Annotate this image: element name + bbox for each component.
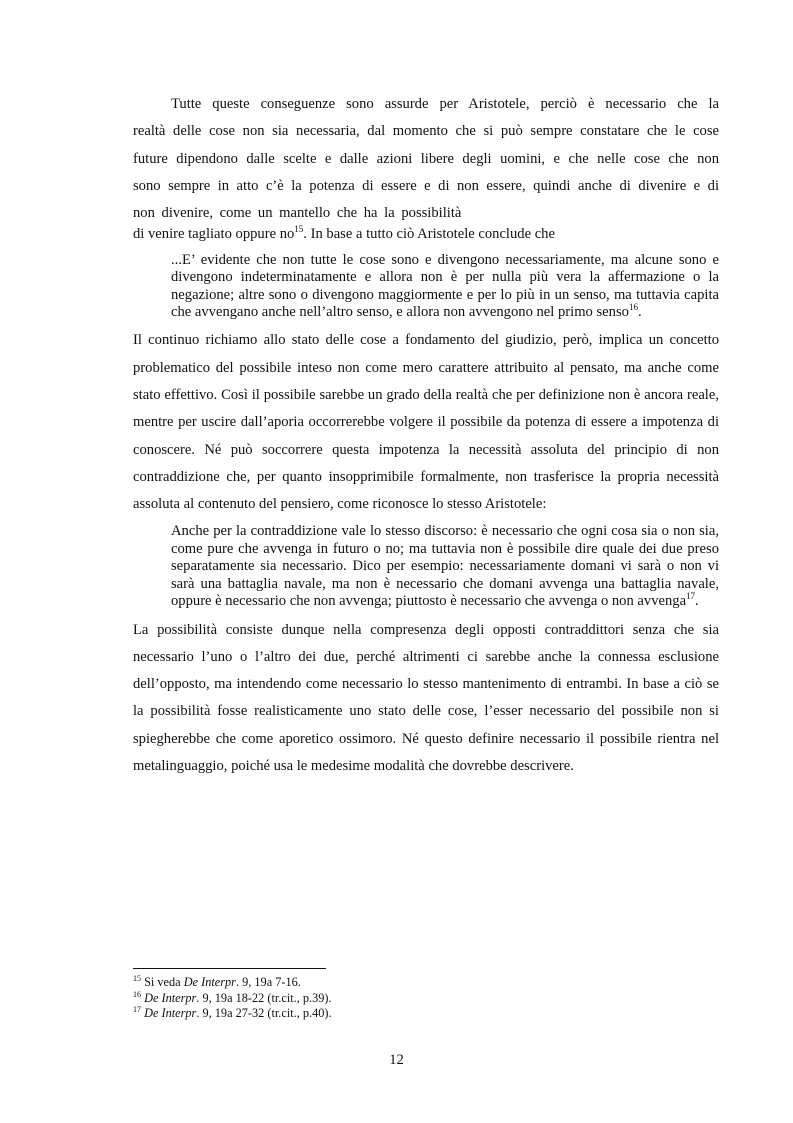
footnote-number: 17 — [133, 1005, 141, 1015]
paragraph-2-text: Il continuo richiamo allo stato delle cose a fondamento del giudizio, però, implica un concetto problematico del possibile inteso non come mero carattere attribuito al pensato, ma anche come stato effettivo. Così il possibile sarebbe un grado della realtà che per definizione non è ancora reale, mentre per uscire dall’aporia occorrerebbe volgere il possibile da potenza di essere a impotenza di conoscere. Né può soccorrere questa impotenza la necessità assoluta del principio di non contraddizione che, per quanto insopprimibile formalmente, non trasferisce la propria necessità assoluta al contenuto del pensiero, come riconosce lo stesso Aristotele: — [133, 332, 719, 513]
paragraph-1-line-1: Tutte queste conseguenze sono assurde per Aristotele, perciò è necessario che la — [171, 96, 719, 112]
paragraph-1 — [133, 91, 719, 227]
paragraph-3 — [133, 617, 719, 781]
paragraph-1-line-3: future dipendono dalle scelte e dalle azioni libere degli uomini, e che nelle cose che non — [133, 150, 719, 167]
paragraph-1-line-2: realtà delle cose non sia necessaria, dal momento che si può sempre constatare che le cose — [133, 123, 719, 140]
paragraph-1-line-4: sono sempre in atto c’è la potenza di essere e di non essere, quindi anche di divenire e di — [133, 177, 719, 194]
block-quote-2-end: . — [695, 593, 699, 610]
block-quote-2 — [171, 523, 719, 610]
footnote-number: 16 — [133, 989, 141, 999]
block-quote-1-text: ...E’ evidente che non tutte le cose sono e divengono necessariamente, ma alcune sono e divengono indeterminatamente e allora non è per nulla più vera la affermazione o la negazione; altre sono o divengono maggiormente e per lo più in un senso, ma tuttavia capita che avvengano anche nell’altro senso, e allora non avvengono nel primo senso — [171, 251, 719, 320]
footnote-post: . 9, 19a 27-32 (tr.cit., p.40). — [196, 1006, 332, 1021]
paragraph-2 — [133, 327, 719, 518]
footnote-title: De Interpr — [144, 1006, 197, 1021]
paragraph-3-text: La possibilità consiste dunque nella compresenza degli opposti contraddittori senza che sia necessario l’uno o l’altro dei due, perché altrimenti ci sarebbe anche la connessa esclusione dell’opposto, ma intendendo come necessario lo stesso mantenimento di entrambi. In base a ciò se la possibilità fosse realisticamente uno stato delle cose, l’esser necessario del possibile non si spiegherebbe che come aporetico ossimoro. Né questo definire necessario il possibile rientra nel metalinguaggio, poiché usa le medesime modalità che dovrebbe descrivere. — [133, 621, 719, 774]
footnote-16 — [133, 991, 719, 1007]
footnote-ref-15[interactable]: 15 — [294, 224, 304, 235]
paragraph-1-last-line-start: di venire tagliato oppure no — [133, 226, 295, 243]
block-quote-2-text: Anche per la contraddizione vale lo stesso discorso: è necessario che ogni cosa sia o non sia, come pure che avvenga in futuro o no; ma tuttavia non è possibile dire quale dei due preso separatamente sia necessario. Dico per esempio: necessariamente domani vi sarà o non vi sarà una battaglia navale, ma non è necessario che domani avvenga una battaglia navale, oppure è necessario che non avvenga; piuttosto è necessario che avvenga o non avvenga — [171, 523, 719, 610]
footnote-title: De Interpr — [144, 990, 197, 1005]
footnote-separator — [133, 968, 326, 969]
footnote-ref-17[interactable]: 17 — [686, 591, 696, 602]
main-text — [133, 91, 719, 780]
page-number: 12 — [389, 1052, 404, 1068]
footnote-post: . 9, 19a 7-16. — [235, 975, 301, 989]
paragraph-1-continuation — [133, 221, 719, 248]
footnote-15 — [133, 975, 719, 991]
footnote-pre: Si veda — [141, 975, 184, 989]
footnotes — [133, 975, 719, 1022]
paragraph-1-line-5: non divenire, come un mantello che ha la possibilità — [133, 205, 462, 222]
footnote-post: . 9, 19a 18-22 (tr.cit., p.39). — [196, 990, 332, 1005]
footnote-17 — [133, 1006, 719, 1022]
block-quote-1-end: . — [637, 304, 642, 320]
footnote-ref-16[interactable]: 16 — [628, 302, 638, 313]
footnote-title: De Interpr — [183, 975, 236, 989]
paragraph-1-last-line-end: . In base a tutto ciò Aristotele conclude che — [303, 226, 555, 243]
block-quote-1 — [171, 252, 719, 322]
footnote-number: 15 — [133, 973, 141, 983]
